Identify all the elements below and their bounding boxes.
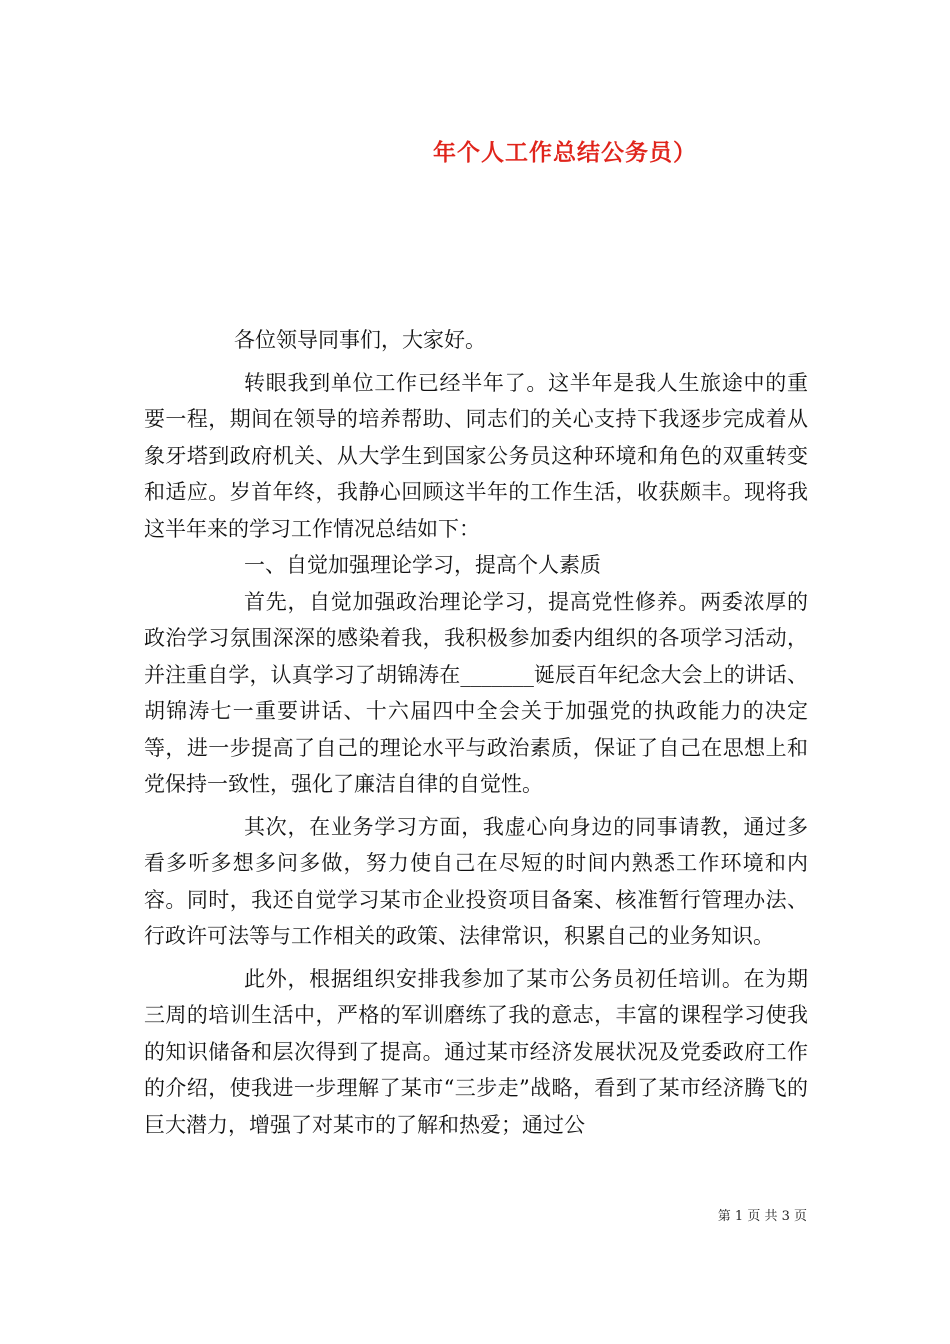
page-footer: 第 1 页 共 3 页 (717, 1209, 807, 1224)
paragraph-first: 首先，自觉加强政治理论学习，提高党性修养。两委浓厚的政治学习氛围深深的感染着我，我积极参加委内组织的各项学习活动，并注重自学，认真学习了胡锦涛在_______诞辰百年纪念大会上的讲话、胡锦涛七一重要讲话、十六届四中全会关于加强党的执政能力的决定等，进一步提高了自己的理论水平与政治素质，保证了自己在思想上和党保持一致性，强化了廉洁自律的自觉性。 (144, 589, 808, 796)
greeting: 各位领导同事们，大家好。 (234, 328, 486, 352)
paragraph-second: 其次，在业务学习方面，我虚心向身边的同事请教，通过多看多听多想多问多做，努力使自己在尽短的时间内熟悉工作环境和内容。同时，我还自觉学习某市企业投资项目备案、核准暂行管理办法、行政许可法等与工作相关的政策、法律常识，积累自己的业务知识。 (144, 814, 808, 948)
document-body (144, 322, 808, 1143)
paragraph-third: 此外，根据组织安排我参加了某市公务员初任培训。在为期三周的培训生活中，严格的军训磨练了我的意志，丰富的课程学习使我的知识储备和层次得到了提高。通过某市经济发展状况及党委政府工作的介绍，使我进一步理解了某市“三步走”战略，看到了某市经济腾飞的巨大潜力，增强了对某市的了解和热爱；通过公 (144, 966, 808, 1137)
paragraph-intro: 转眼我到单位工作已经半年了。这半年是我人生旅途中的重要一程，期间在领导的培养帮助、同志们的关心支持下我逐步完成着从象牙塔到政府机关、从大学生到国家公务员这种环境和角色的双重转变和适应。岁首年终，我静心回顾这半年的工作生活，收获颇丰。现将我这半年来的学习工作情况总结如下： (144, 370, 808, 541)
document-title-text: 年个人工作总结公务员） (433, 140, 697, 166)
document-title (0, 134, 950, 167)
section-heading: 一、自觉加强理论学习，提高个人素质 (244, 553, 601, 577)
